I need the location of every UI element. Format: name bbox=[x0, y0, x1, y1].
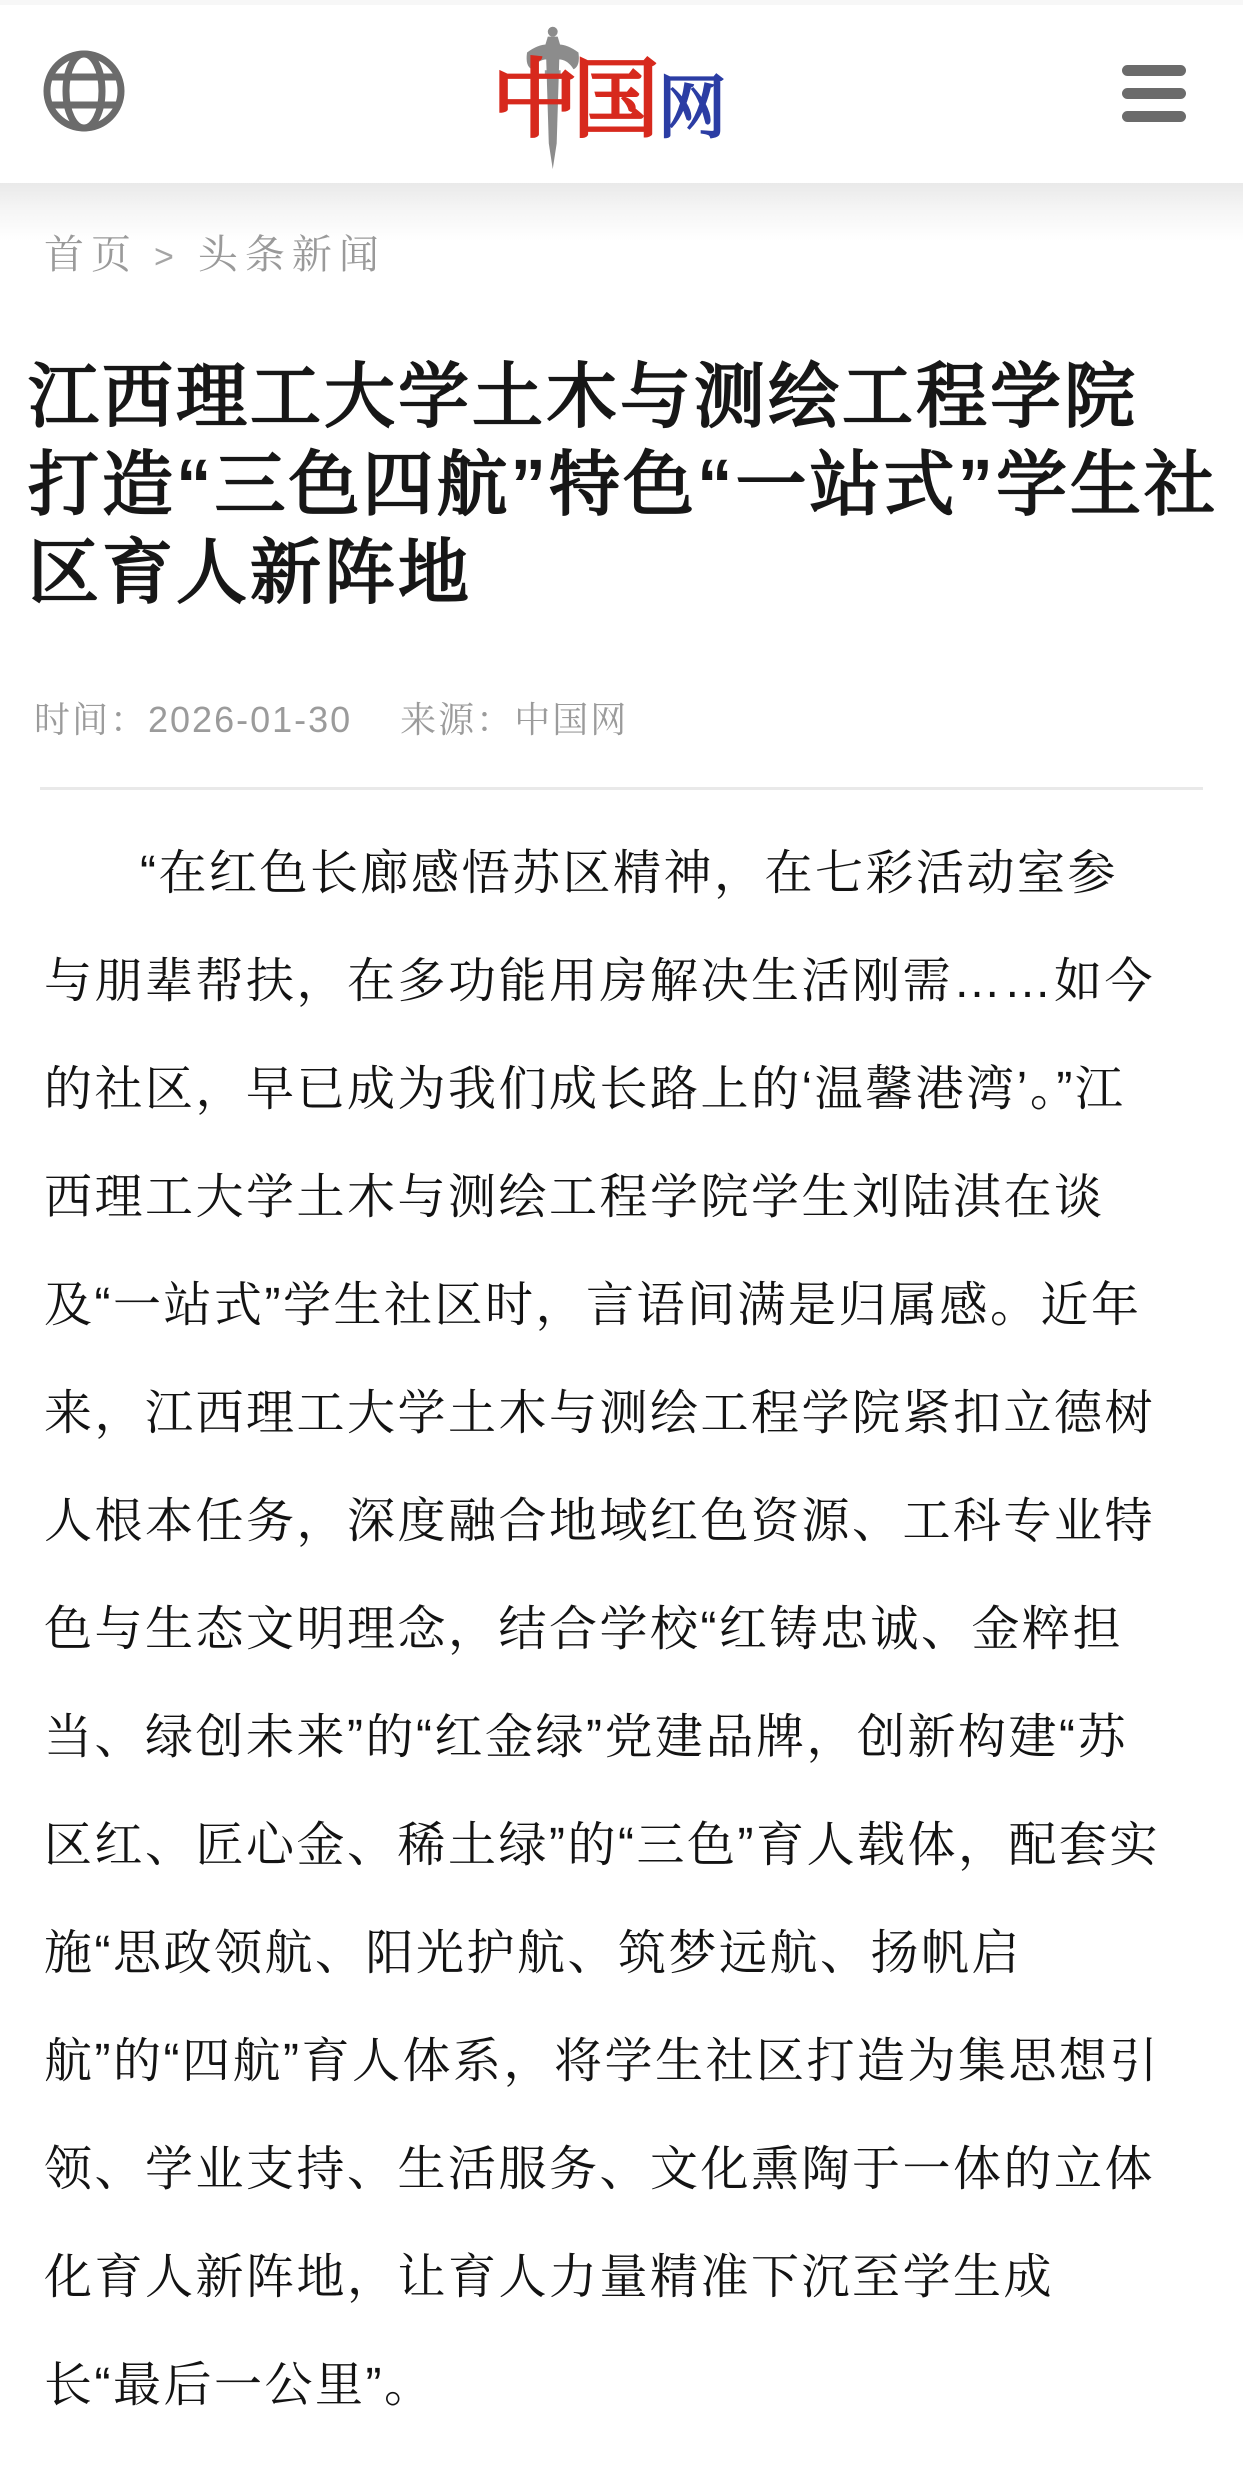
meta-time-value: 2026-01-30 bbox=[148, 699, 353, 740]
body-line: “在红色长廊感悟苏区精神，在七彩活动室参 bbox=[140, 847, 1118, 900]
body-line: 领、学业支持、生活服务、文化熏陶于一体的立体 bbox=[44, 2143, 1156, 2196]
globe-icon bbox=[42, 49, 126, 133]
body-line: 的社区，早已成为我们成长路上的‘温馨港湾’。”江 bbox=[44, 1063, 1126, 1116]
breadcrumb bbox=[0, 183, 1243, 308]
body-line: 人根本任务，深度融合地域红色资源、工科专业特 bbox=[44, 1495, 1156, 1548]
article-meta bbox=[34, 692, 1243, 743]
title-line: 江西理工大学土木与测绘工程学院 bbox=[28, 358, 1139, 437]
body-line: 航”的“四航”育人体系，将学生社区打造为集思想引 bbox=[44, 2035, 1160, 2088]
body-line: 西理工大学土木与测绘工程学院学生刘陆淇在谈 bbox=[44, 1171, 1105, 1224]
hamburger-menu-icon bbox=[1122, 65, 1186, 122]
hamburger-menu-button[interactable] bbox=[1122, 65, 1186, 122]
content-divider bbox=[40, 787, 1203, 790]
body-line: 区红、匠心金、稀土绿”的“三色”育人载体，配套实 bbox=[44, 1819, 1160, 1872]
breadcrumb-separator: > bbox=[154, 238, 174, 276]
article-title bbox=[28, 354, 1219, 618]
meta-source-label: 来源： bbox=[400, 699, 515, 740]
meta-time-label: 时间： bbox=[34, 699, 149, 740]
body-line: 及“一站式”学生社区时，言语间满是归属感。近年 bbox=[44, 1279, 1142, 1332]
body-line: 色与生态文明理念，结合学校“红铸忠诚、金粹担 bbox=[44, 1603, 1123, 1656]
body-line: 化育人新阵地，让育人力量精准下沉至学生成 bbox=[44, 2251, 1055, 2304]
body-line: 来，江西理工大学土木与测绘工程学院紧扣立德树 bbox=[44, 1387, 1156, 1440]
body-line: 与朋辈帮扶，在多功能用房解决生活刚需……如今 bbox=[44, 955, 1156, 1008]
site-logo[interactable] bbox=[490, 7, 740, 175]
breadcrumb-category-link[interactable]: 头条新闻 bbox=[197, 233, 386, 277]
breadcrumb-home-link[interactable]: 首页 bbox=[44, 233, 138, 277]
article-main bbox=[0, 354, 1243, 2440]
title-line: 区育人新阵地 bbox=[28, 534, 473, 613]
logo-red-text: 中国 bbox=[491, 51, 654, 149]
logo-blue-text: 网 bbox=[657, 68, 727, 147]
title-line: 打造“三色四航”特色“一站式”学生社 bbox=[28, 446, 1219, 525]
app-header bbox=[0, 5, 1243, 183]
body-line: 施“思政领航、阳光护航、筑梦远航、扬帆启 bbox=[44, 1927, 1022, 1980]
body-line: 当、绿创未来”的“红金绿”党建品牌，创新构建“苏 bbox=[44, 1711, 1128, 1764]
article-body bbox=[0, 820, 1243, 2440]
globe-button[interactable] bbox=[42, 49, 126, 133]
body-line: 长“最后一公里”。 bbox=[44, 2359, 435, 2412]
meta-source-value: 中国网 bbox=[514, 699, 629, 740]
